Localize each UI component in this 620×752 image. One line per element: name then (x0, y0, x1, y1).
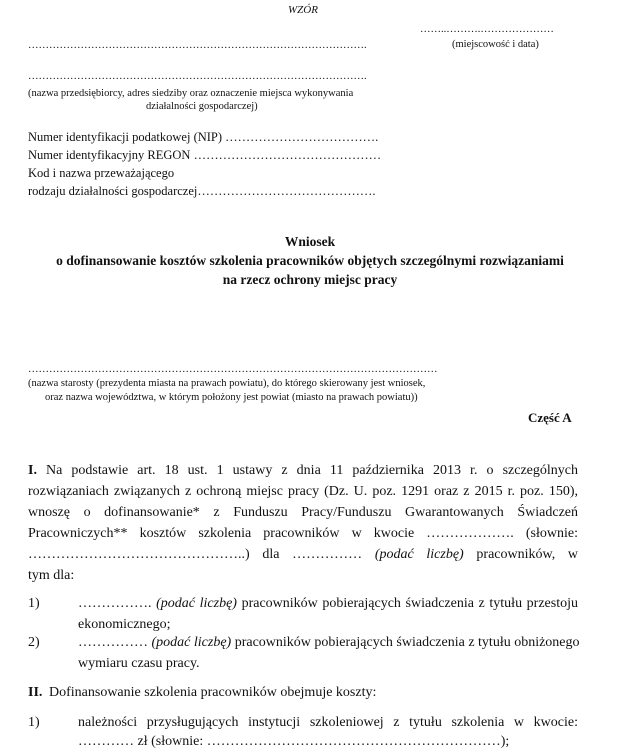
section-1-number: I. (28, 463, 37, 478)
pkd-field: rodzaju działalności gospodarczej……………………………………. (28, 184, 376, 198)
place-date-dots: ……..……….………………… (420, 24, 554, 35)
starosta-caption-2: oraz nazwa województwa, w którym położony jest powiat (miasto na prawach powiatu)) (45, 392, 418, 403)
section-2-item-1-number: 1) (28, 715, 40, 730)
item-1-dots: ……………. (78, 596, 157, 611)
item-2-hint: (podać liczbę) (151, 635, 232, 650)
document-subtitle-1: o dofinansowanie kosztów szkolenia pracowników objętych szczególnymi rozwiązaniami (56, 253, 564, 268)
section-1-line-5-hint: (podać liczbę) (374, 547, 464, 562)
company-name-dots-2: ……………………………………………………………………………………. (28, 71, 367, 82)
company-caption-1: (nazwa przedsiębiorcy, adres siedziby oraz oznaczenie miejsca wykonywania (28, 88, 354, 99)
item-2-dots: …………… (78, 635, 152, 650)
section-2-item-1-line-2: ………… zł (słownie: ………………………………………………………); (78, 734, 510, 749)
item-2-line-1 (78, 632, 578, 653)
section-1-line-6: tym dla: (28, 568, 75, 583)
document-subtitle-2: na rzecz ochrony miejsc pracy (222, 272, 398, 287)
item-2-text: pracowników pobierających świadczenia z tytułu obniżonego (234, 635, 580, 650)
regon-field: Numer identyfikacyjny REGON ……………………………………… (28, 148, 382, 162)
starosta-dots: ……………………………………………………………………………………………………… (28, 364, 438, 375)
section-1-line-5-c: pracowników, w (476, 547, 578, 562)
document-title: Wniosek (284, 234, 336, 249)
pkd-label-1: Kod i nazwa przeważającego (28, 166, 175, 180)
item-1-text: pracowników pobierających świadczenia z tytułu przestoju (241, 596, 579, 611)
item-2-line-2: wymiaru czasu pracy. (78, 656, 200, 671)
wzor-label: WZÓR (288, 4, 318, 16)
section-1-line-2: rozwiązaniach związanych z ochroną miejsc pracy (Dz. U. poz. 1291 oraz z 2015 r. poz. 150), (28, 484, 578, 499)
part-label: Część A (528, 410, 572, 425)
section-1-line-1 (28, 460, 578, 481)
starosta-caption-1: (nazwa starosty (prezydenta miasta na prawach powiatu), do którego skierowany jest wniosek, (28, 378, 426, 389)
section-1-line-5-a: ………………………………………..) dla …………… (28, 547, 375, 562)
item-2-number: 2) (28, 635, 40, 650)
section-1-line-3: wnoszę o dofinansowanie* z Funduszu Pracy/Funduszu Gwarantowanych Świadczeń (28, 505, 578, 520)
item-1-line-2: ekonomicznego; (78, 617, 171, 632)
nip-field: Numer identyfikacji podatkowej (NIP) ………………………………. (28, 130, 379, 144)
section-1-text-1: Na podstawie art. 18 ust. 1 ustawy z dnia 11 października 2013 r. o szczególnych (46, 463, 578, 478)
company-caption-2: działalności gospodarczej) (146, 101, 258, 112)
item-1-line-1 (78, 593, 578, 614)
section-2-number: II. (28, 685, 43, 700)
section-1-line-5 (28, 544, 578, 565)
place-date-label: (miejscowość i data) (452, 39, 539, 50)
item-1-number: 1) (28, 596, 40, 611)
section-2-heading: Dofinansowanie szkolenia pracowników obejmuje koszty: (49, 685, 377, 700)
section-1-line-4: Pracowniczych** kosztów szkolenia pracowników w kwocie ………………. (słownie: (28, 526, 578, 541)
item-1-hint: (podać liczbę) (156, 596, 237, 611)
section-2-item-1-line-1: należności przysługujących instytucji szkoleniowej z tytułu szkolenia w kwocie: (78, 715, 578, 730)
company-name-dots-1: ……………………………………………………………………………………. (28, 40, 367, 51)
